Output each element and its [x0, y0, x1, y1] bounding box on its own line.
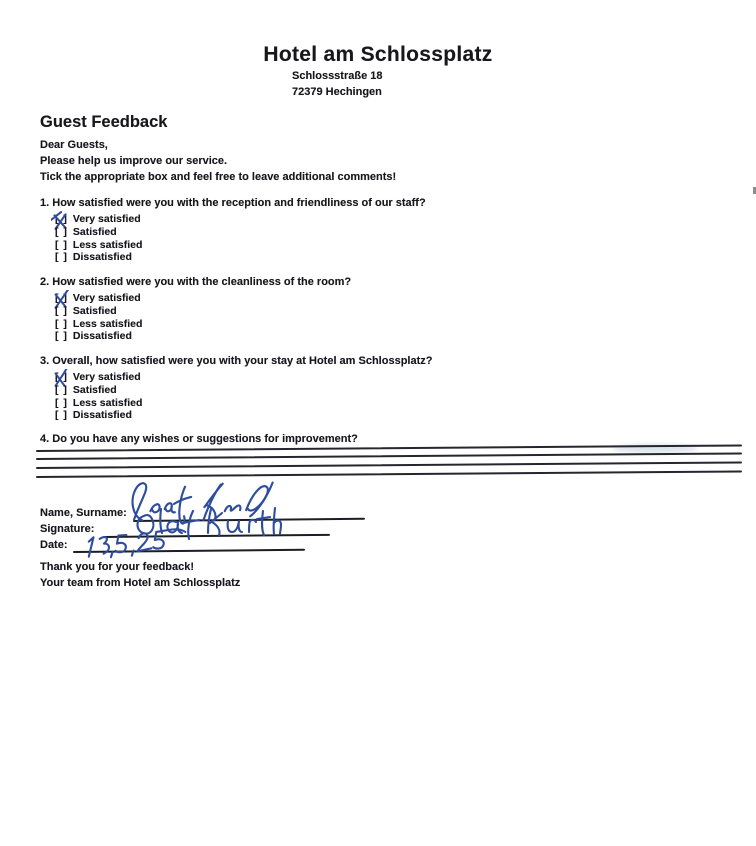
- option-label: Dissatisfied: [72, 251, 132, 264]
- option-label: Very satisfied: [72, 292, 141, 304]
- checkbox: [ ]: [55, 304, 68, 317]
- intro-line: Dear Guests,: [40, 139, 108, 151]
- address-street: Schlossstraße 18: [292, 70, 383, 82]
- option-label: Satisfied: [72, 383, 117, 396]
- checkbox: [ ]: [55, 396, 68, 409]
- name-field-label: Name, Surname:: [40, 507, 127, 519]
- option-label: Dissatisfied: [72, 330, 132, 343]
- question-label: Overall, how satisfied were you with your stay at Hotel am Schlossplatz?: [52, 355, 433, 367]
- question-number: 4.: [40, 433, 50, 445]
- question-2-options: [55, 292, 351, 343]
- question-1-options: [55, 213, 426, 264]
- question-number: 2.: [40, 276, 50, 288]
- question-4-text: [40, 433, 358, 445]
- option-dissatisfied: [55, 409, 432, 422]
- question-label: How satisfied were you with the reception and friendliness of our staff?: [52, 197, 426, 209]
- question-1: [40, 197, 426, 264]
- intro-text: [40, 137, 396, 185]
- option-label: Less satisfied: [72, 238, 143, 251]
- intro-line: Please help us improve our service.: [40, 155, 228, 167]
- checkbox: [ ]: [55, 317, 68, 330]
- checkbox: [ ]: [55, 225, 68, 238]
- option-less-satisfied: [55, 239, 426, 252]
- option-label: Less satisfied: [72, 317, 143, 330]
- question-number: 1.: [40, 197, 50, 209]
- option-label: Very satisfied: [72, 371, 141, 383]
- option-very-satisfied: [55, 371, 432, 384]
- option-label: Satisfied: [72, 304, 117, 317]
- option-less-satisfied: [55, 397, 432, 410]
- option-very-satisfied: [55, 213, 426, 226]
- option-label: Dissatisfied: [72, 409, 132, 422]
- option-very-satisfied: [55, 292, 351, 305]
- checkbox: [ ]: [55, 330, 68, 343]
- option-dissatisfied: [55, 330, 351, 343]
- answer-line: [36, 461, 742, 469]
- question-3-options: [55, 371, 432, 422]
- checkbox: [ ]: [55, 292, 68, 304]
- question-label: How satisfied were you with the cleanliness of the room?: [52, 276, 352, 288]
- question-number: 3.: [40, 355, 50, 367]
- option-satisfied: [55, 226, 426, 239]
- checkbox: [ ]: [55, 383, 68, 396]
- intro-line: Tick the appropriate box and feel free to leave additional comments!: [40, 171, 397, 183]
- signature-field-label: Signature:: [40, 523, 95, 535]
- checkbox: [ ]: [55, 409, 68, 422]
- option-label: Less satisfied: [72, 396, 143, 409]
- closing-line: Your team from Hotel am Schlossplatz: [40, 576, 241, 589]
- hotel-address: [292, 69, 383, 100]
- checkbox: [ ]: [55, 371, 68, 383]
- question-2-text: [40, 276, 351, 288]
- question-3-text: [40, 355, 432, 367]
- question-4: [40, 433, 358, 449]
- option-satisfied: [55, 305, 351, 318]
- answer-line: [36, 470, 742, 478]
- address-city: 72379 Hechingen: [292, 85, 382, 98]
- date-handwriting: [79, 525, 203, 561]
- option-less-satisfied: [55, 318, 351, 331]
- closing-line: Thank you for your feedback!: [40, 561, 195, 573]
- option-dissatisfied: [55, 251, 426, 264]
- question-1-text: [40, 197, 426, 209]
- option-label: Satisfied: [72, 225, 117, 238]
- checkbox: [ ]: [55, 213, 68, 225]
- option-satisfied: [55, 384, 432, 397]
- closing-text: [40, 560, 240, 591]
- answer-line: [36, 452, 742, 460]
- hotel-name: Hotel am Schlossplatz: [263, 43, 493, 66]
- question-label: Do you have any wishes or suggestions for improvement?: [52, 433, 358, 445]
- checkbox: [ ]: [55, 238, 68, 251]
- question-3: [40, 355, 432, 422]
- option-label: Very satisfied: [72, 213, 141, 225]
- form-title: Guest Feedback: [40, 113, 168, 131]
- question-2: [40, 276, 351, 343]
- date-field-label: Date:: [40, 539, 68, 551]
- checkbox: [ ]: [55, 251, 68, 264]
